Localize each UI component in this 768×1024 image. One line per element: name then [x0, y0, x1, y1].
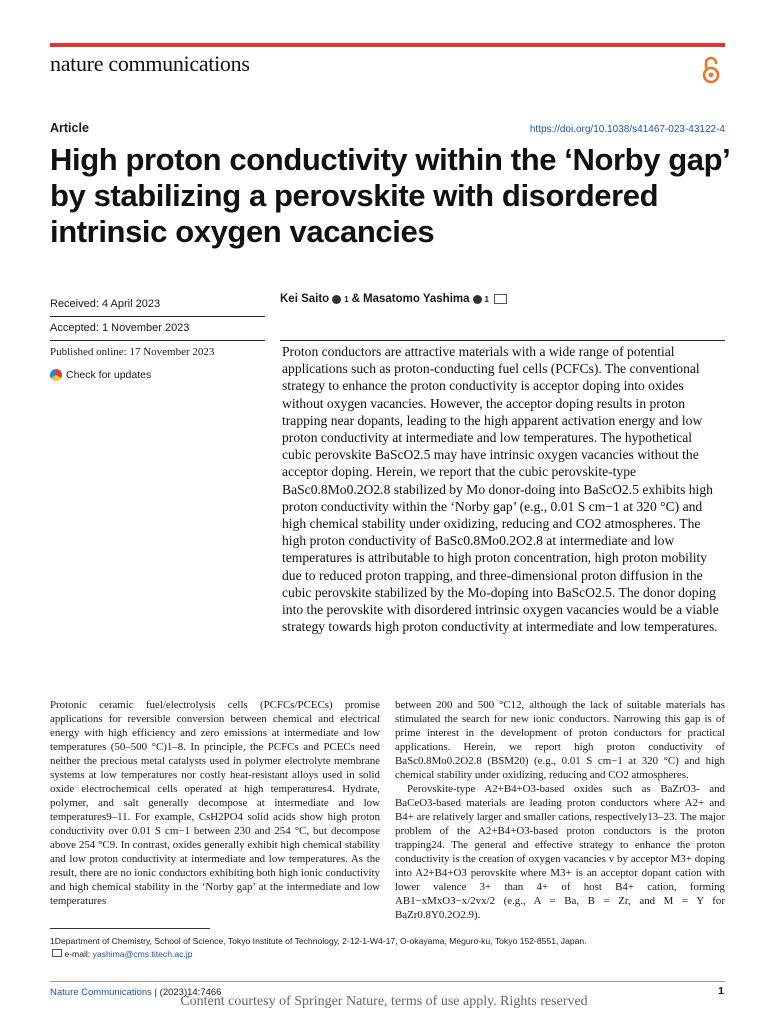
footnote: [50, 935, 587, 961]
doi-link[interactable]: https://doi.org/10.1038/s41467-023-43122-4: [529, 124, 725, 135]
affiliation-mark: 1: [344, 294, 349, 304]
header-rule: [50, 43, 725, 47]
body-column-left: Protonic ceramic fuel/electrolysis cells (PCFCs/PCECs) promise applications for reversible conversion between chemical and electrical energy with high efficiency and zero emissions at intermediate and low temperatures (50–500 °C)1–8. In principle, the PCFCs and PCECs need neither the precious metal catalysts used in polymer electrolyte membrane systems at low temperatures nor costly heat-resistant alloys used in solid oxide electrochemical cells operated at high temperatures4. Hydrate, polymer, and salt generally decompose at intermediate and low temperatures9–11. For example, CsH2PO4 solid acids show high proton conductivity over 0.01 S cm−1 between 230 and 254 °C, but decompose above 254 °C9. In contrast, oxides generally exhibit high chemical stability and low proton conductivity at intermediate and low temperatures. As the result, there are no ionic conductors exhibiting both high ionic conductivity and high chemical stability in the ‘Norby gap’ at the intermediate and low temperatures: [50, 699, 380, 907]
page-number: 1: [718, 985, 724, 997]
email-label: e-mail:: [64, 949, 91, 959]
body-paragraph: between 200 and 500 °C12, although the lack of suitable materials has stimulated the search for new ionic conductors. Narrowing this gap is of prime interest in the development of proton conductors for practical applications. Herein, we report high proton conductivity of BaSc0.8Mo0.2O2.8 (BSM20) (e.g., 0.01 S cm−1 at 320 °C) and high chemical stability under oxidizing, reducing and CO2 atmospheres.: [395, 699, 725, 781]
abstract: Proton conductors are attractive materials with a wide range of potential applications such as proton-conducting fuel cells (PCFCs). The conventional strategy to enhance the proton conductivity is acceptor doping into oxides without oxygen vacancies. However, the acceptor doping results in proton trapping near dopants, leading to the high apparent activation energy and low proton conductivity at intermediate and low temperatures. The hypothetical cubic perovskite BaScO2.5 may have intrinsic oxygen vacancies without the acceptor doping. Herein, we report that the cubic perovskite-type BaSc0.8Mo0.2O2.8 stabilized by Mo donor-doing into BaScO2.5 exhibits high proton conductivity within the ‘Norby gap’ (e.g., 0.01 S cm−1 at 320 °C) and high chemical stability under oxidizing, reducing and CO2 atmospheres. The high proton conductivity of BaSc0.8Mo0.2O2.8 at intermediate and low temperatures is attributable to high proton concentration, high proton mobility due to reduced proton trapping, and three-dimensional proton diffusion in the cubic perovskite stabilized by the Mo-doping into BaScO2.5. The donor doping into the perovskite with disordered intrinsic oxygen vacancies would be a viable strategy towards high proton conductivity at intermediate and low temperatures.: [282, 344, 719, 635]
affiliation-note: 1Department of Chemistry, School of Science, Tokyo Institute of Technology, 2-12-1-W4-17, O-okayama, Meguro-ku, Tokyo 152-8551, Japan.: [50, 936, 587, 946]
author-name[interactable]: Masatomo Yashima: [362, 293, 470, 305]
check-updates-button[interactable]: [50, 364, 265, 386]
courtesy-watermark: Content courtesy of Springer Nature, terms of use apply. Rights reserved: [180, 994, 588, 1009]
received-date: Received: 4 April 2023: [50, 293, 265, 317]
check-updates-label: Check for updates: [66, 369, 152, 381]
author-divider: [280, 340, 725, 341]
mail-icon[interactable]: [494, 294, 507, 304]
check-updates-icon: [50, 369, 62, 381]
footer-rule: [50, 981, 725, 982]
affiliation-mark: 1: [484, 294, 489, 304]
email-note: [50, 948, 587, 961]
accepted-date: Accepted: 1 November 2023: [50, 317, 265, 341]
article-type: Article: [50, 121, 89, 135]
orcid-icon[interactable]: [332, 295, 341, 304]
article-title: High proton conductivity within the ‘Norby gap’ by stabilizing a perovskite with disordered intrinsic oxygen vacancies: [50, 142, 729, 249]
body-column-right: [395, 698, 725, 922]
footer-journal-link[interactable]: Nature Communications: [50, 987, 152, 998]
article-metadata: [50, 293, 265, 386]
email-link[interactable]: yashima@cms.titech.ac.jp: [92, 949, 193, 959]
author-list: [280, 293, 507, 305]
orcid-icon[interactable]: [473, 295, 482, 304]
published-date: Published online: 17 November 2023: [50, 346, 215, 358]
footer-volume: | (2023)14:7466: [151, 987, 222, 998]
journal-name: nature communications: [50, 51, 250, 76]
body-paragraph: Perovskite-type A2+B4+O3-based oxides such as BaZrO3- and BaCeO3-based materials are leading proton conductors where A2+ and B4+ are relatively larger and smaller cations, respectively13–23. The major problem of the A2+B4+O3-based proton conductors is the proton trapping24. The general and effective strategy to enhance the proton conductivity is the creation of oxygen vacancies v by acceptor M3+ doping into A2+B4+O3 perovskite where M3+ is an acceptor dopant cation with lower valence 3+ than 4+ of host B4+ cation, forming AB1−xMxO3−x/2vx/2 (e.g., A = Ba, B = Zr, and M = Y for BaZr0.8Y0.2O2.9).: [395, 783, 725, 921]
author-name[interactable]: Kei Saito: [280, 293, 330, 305]
footnote-divider: [50, 928, 210, 929]
mail-icon: [52, 949, 62, 957]
open-access-icon: [700, 55, 722, 85]
author-separator: &: [351, 293, 360, 305]
